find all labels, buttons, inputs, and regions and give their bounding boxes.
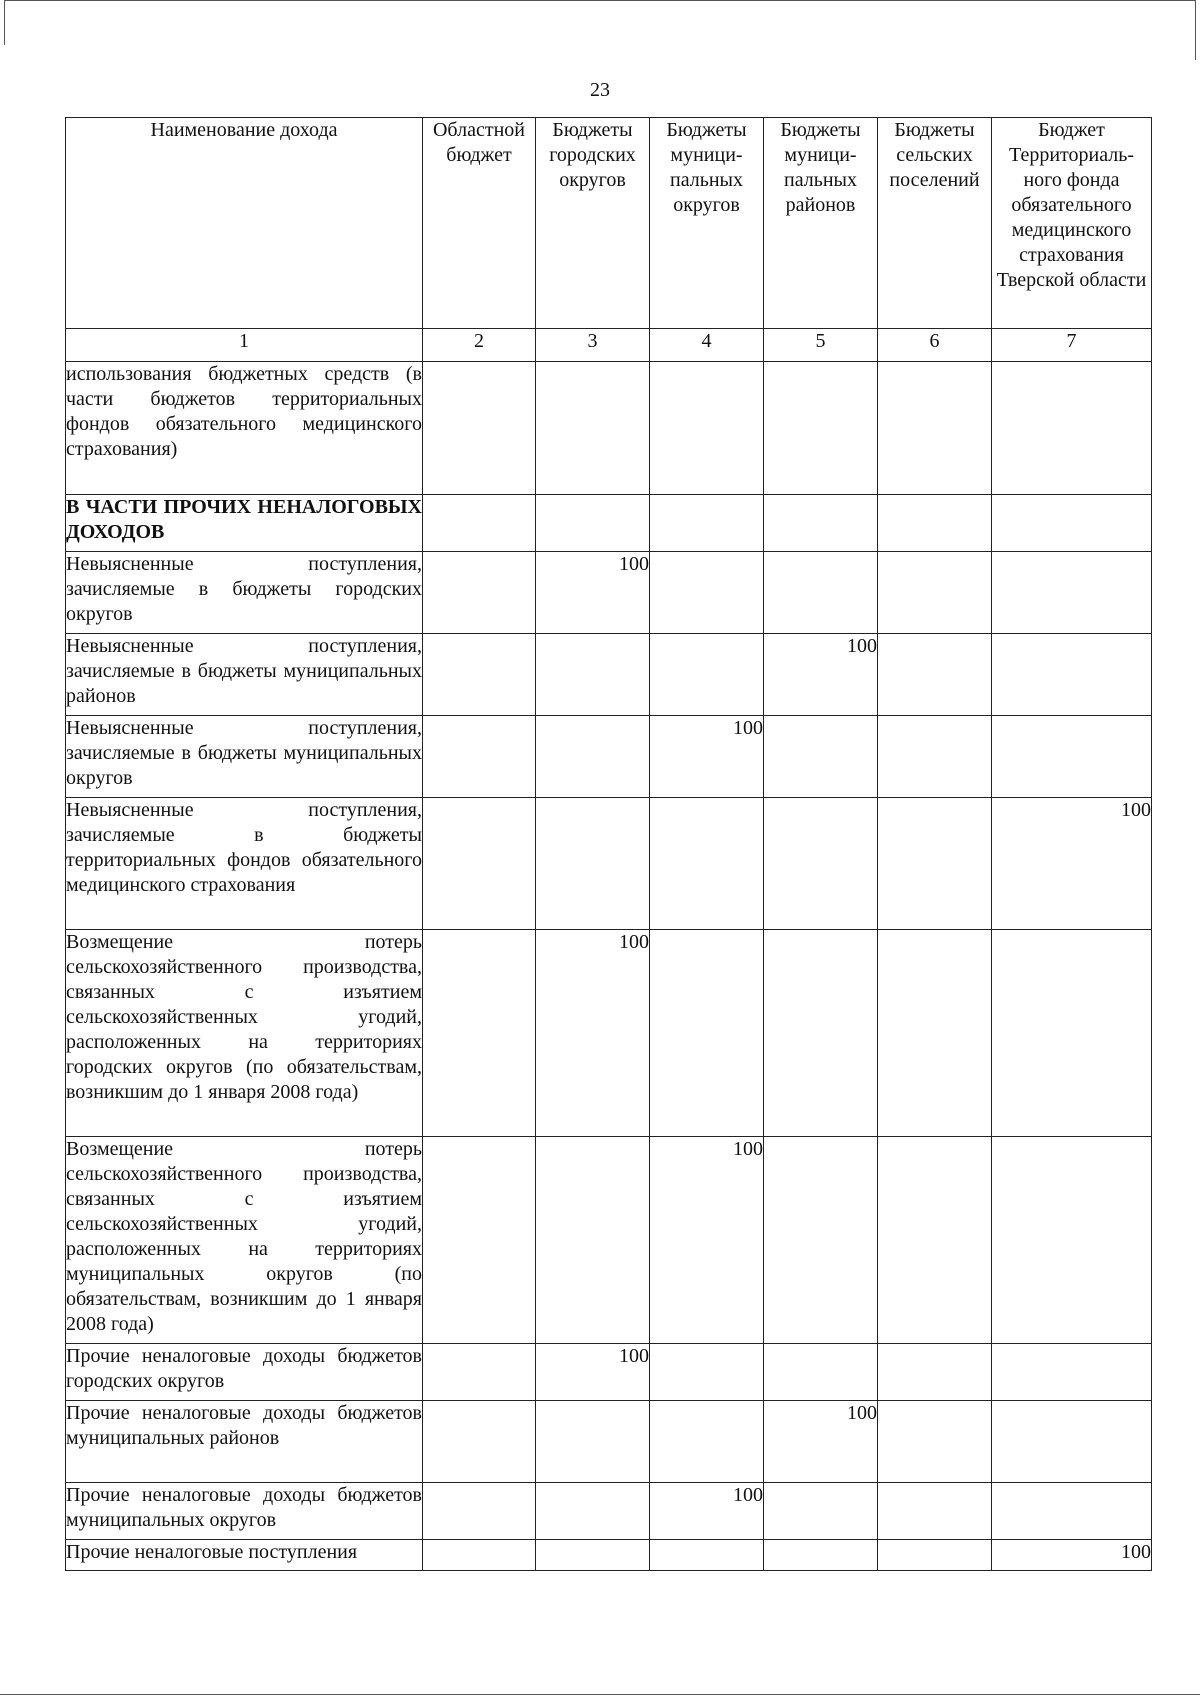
value-cell — [423, 1137, 536, 1344]
col-header-regional-budget: Областной бюджет — [423, 118, 536, 329]
value-cell — [423, 362, 536, 495]
header-row — [66, 118, 1152, 329]
value-cell — [423, 634, 536, 716]
income-name-cell: Невыясненные поступления, зачисляемые в бюджеты городских округов — [66, 552, 423, 634]
value-cell — [536, 362, 650, 495]
value-cell — [423, 1483, 536, 1540]
value-cell — [423, 1540, 536, 1571]
col-number: 6 — [878, 329, 992, 362]
table-row — [66, 1483, 1152, 1540]
page-border-right — [1195, 0, 1196, 60]
value-cell — [992, 1401, 1152, 1483]
income-name-cell: Невыясненные поступления, зачисляемые в бюджеты муниципальных округов — [66, 716, 423, 798]
page-number: 23 — [590, 79, 610, 101]
value-cell — [878, 930, 992, 1137]
income-name-cell: Прочие неналоговые доходы бюджетов муниципальных округов — [66, 1483, 423, 1540]
table-row — [66, 1401, 1152, 1483]
value-cell — [992, 1137, 1152, 1344]
value-cell — [650, 1401, 764, 1483]
value-cell — [878, 1137, 992, 1344]
income-name-cell: Возмещение потерь сельскохозяйственного производства, связанных с изъятием сельскохозяйственных угодий, расположенных на территориях муниципальных округов (по обязательствам, возникшим до 1 января 2008 года) — [66, 1137, 423, 1344]
value-cell — [992, 716, 1152, 798]
income-name-cell: Прочие неналоговые доходы бюджетов городских округов — [66, 1344, 423, 1401]
page-border-bottom — [0, 1694, 1200, 1695]
value-cell — [992, 1483, 1152, 1540]
value-cell: 100 — [536, 552, 650, 634]
value-cell — [764, 1137, 878, 1344]
value-cell — [878, 634, 992, 716]
col-header-city-district-budgets: Бюджеты городских округов — [536, 118, 650, 329]
value-cell — [764, 930, 878, 1137]
col-header-rural-settlement-budgets: Бюджеты сельских поселений — [878, 118, 992, 329]
page-border-left — [4, 0, 5, 45]
value-cell — [650, 1344, 764, 1401]
value-cell — [992, 1344, 1152, 1401]
value-cell — [536, 1137, 650, 1344]
table-row — [66, 1344, 1152, 1401]
value-cell: 100 — [764, 634, 878, 716]
value-cell — [423, 1344, 536, 1401]
income-name-cell: Прочие неналоговые поступления — [66, 1540, 423, 1571]
col-number: 7 — [992, 329, 1152, 362]
value-cell — [650, 930, 764, 1137]
value-cell — [992, 930, 1152, 1137]
value-cell — [764, 1483, 878, 1540]
col-number: 5 — [764, 329, 878, 362]
value-cell — [423, 798, 536, 930]
value-cell — [764, 1540, 878, 1571]
value-cell — [650, 798, 764, 930]
value-cell — [536, 1401, 650, 1483]
value-cell — [764, 716, 878, 798]
table-row — [66, 1137, 1152, 1344]
col-header-income-name: Наименование дохода — [66, 118, 423, 329]
col-number: 2 — [423, 329, 536, 362]
value-cell — [878, 362, 992, 495]
col-number: 3 — [536, 329, 650, 362]
value-cell — [423, 716, 536, 798]
value-cell — [650, 1540, 764, 1571]
page-border-top — [4, 0, 1196, 1]
value-cell — [536, 634, 650, 716]
value-cell — [992, 634, 1152, 716]
value-cell: 100 — [992, 1540, 1152, 1571]
value-cell — [423, 1401, 536, 1483]
column-numbers-row — [66, 329, 1152, 362]
section-heading-cell: В ЧАСТИ ПРОЧИХ НЕНАЛОГОВЫХ ДОХОДОВ — [66, 495, 423, 552]
value-cell — [878, 1540, 992, 1571]
value-cell — [878, 1483, 992, 1540]
value-cell — [764, 798, 878, 930]
value-cell: 100 — [650, 1483, 764, 1540]
table-row — [66, 634, 1152, 716]
value-cell: 100 — [992, 798, 1152, 930]
value-cell — [878, 1344, 992, 1401]
table-row — [66, 1540, 1152, 1571]
value-cell — [536, 495, 650, 552]
value-cell — [878, 495, 992, 552]
table-row — [66, 798, 1152, 930]
value-cell — [992, 495, 1152, 552]
table-row — [66, 362, 1152, 495]
value-cell: 100 — [650, 1137, 764, 1344]
value-cell — [423, 552, 536, 634]
table-section-row — [66, 495, 1152, 552]
value-cell — [650, 495, 764, 552]
value-cell: 100 — [536, 930, 650, 1137]
col-header-municipal-district-budgets: Бюджеты муници-пальных округов — [650, 118, 764, 329]
value-cell: 100 — [764, 1401, 878, 1483]
income-name-cell: использования бюджетных средств (в части бюджетов территориальных фондов обязательного медицинского страхования) — [66, 362, 423, 495]
table-row — [66, 716, 1152, 798]
col-header-municipal-area-budgets: Бюджеты муници-пальных районов — [764, 118, 878, 329]
value-cell — [536, 1540, 650, 1571]
value-cell — [878, 552, 992, 634]
revenue-distribution-table — [65, 117, 1152, 1571]
value-cell — [650, 552, 764, 634]
value-cell — [992, 362, 1152, 495]
value-cell — [650, 362, 764, 495]
value-cell — [764, 1344, 878, 1401]
value-cell — [536, 716, 650, 798]
value-cell — [536, 1483, 650, 1540]
value-cell: 100 — [536, 1344, 650, 1401]
col-number: 4 — [650, 329, 764, 362]
col-number: 1 — [66, 329, 423, 362]
value-cell — [764, 362, 878, 495]
value-cell — [423, 930, 536, 1137]
income-name-cell: Возмещение потерь сельскохозяйственного производства, связанных с изъятием сельскохозяйственных угодий, расположенных на территориях городских округов (по обязательствам, возникшим до 1 января 2008 года) — [66, 930, 423, 1137]
value-cell — [650, 634, 764, 716]
value-cell — [764, 495, 878, 552]
value-cell — [536, 798, 650, 930]
value-cell: 100 — [650, 716, 764, 798]
value-cell — [423, 495, 536, 552]
value-cell — [878, 716, 992, 798]
income-name-cell: Невыясненные поступления, зачисляемые в бюджеты муниципальных районов — [66, 634, 423, 716]
income-name-cell: Прочие неналоговые доходы бюджетов муниципальных районов — [66, 1401, 423, 1483]
col-header-mandatory-health-insurance-fund: Бюджет Территориаль-ного фонда обязательного медицинского страхования Тверской области — [992, 118, 1152, 329]
value-cell — [764, 552, 878, 634]
value-cell — [878, 1401, 992, 1483]
income-name-cell: Невыясненные поступления, зачисляемые в бюджеты территориальных фондов обязательного медицинского страхования — [66, 798, 423, 930]
value-cell — [992, 552, 1152, 634]
value-cell — [878, 798, 992, 930]
table-row — [66, 552, 1152, 634]
table-row — [66, 930, 1152, 1137]
